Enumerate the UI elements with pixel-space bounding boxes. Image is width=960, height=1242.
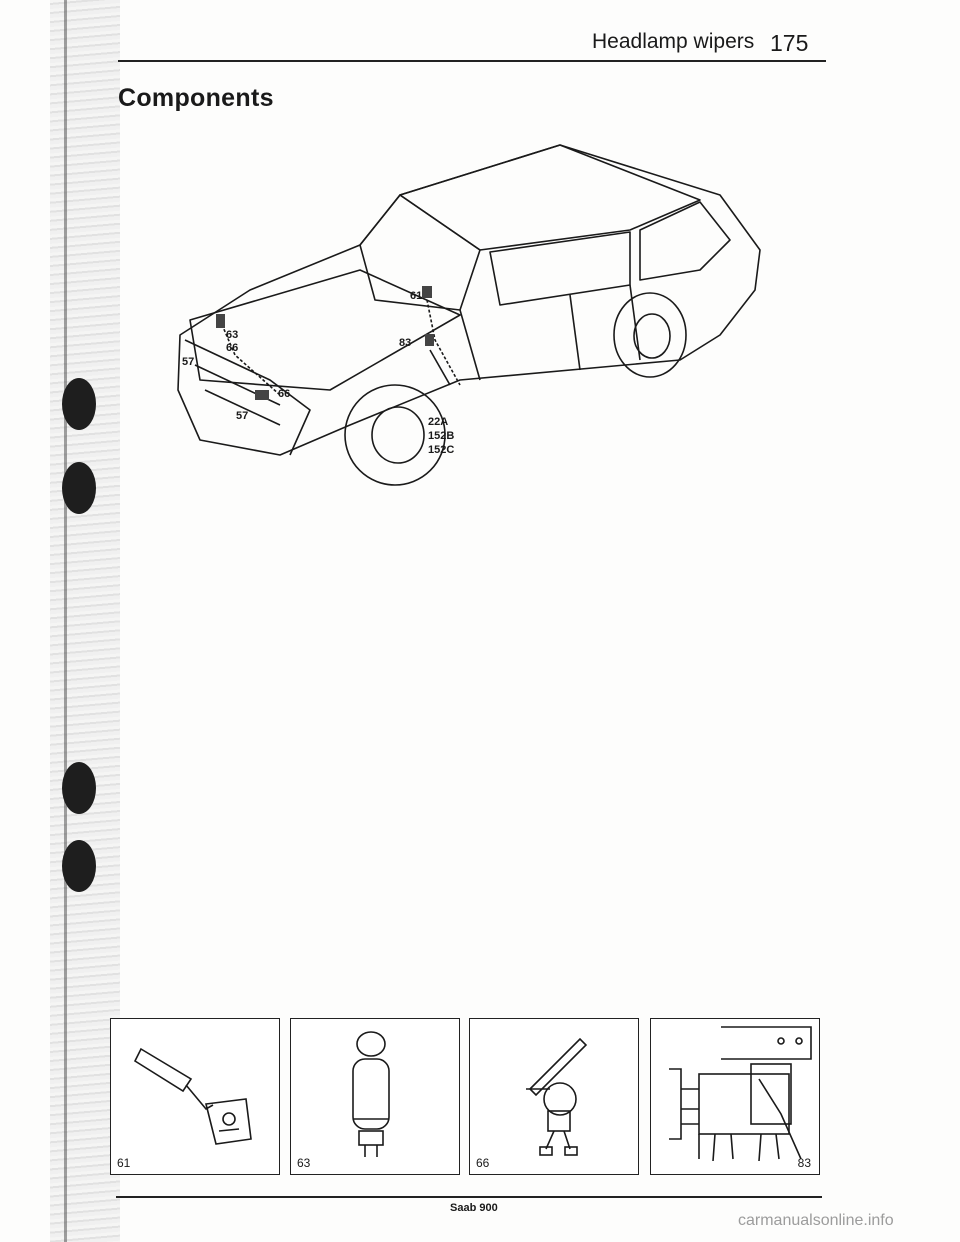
header-rule — [118, 60, 826, 62]
punch-hole — [62, 762, 96, 814]
relay-drawing — [291, 1019, 459, 1174]
watermark: carmanualsonline.info — [738, 1212, 894, 1229]
page-title: Headlamp wipers — [592, 30, 755, 53]
component-panel-switch — [110, 1018, 280, 1175]
callout-label: 66 — [226, 342, 239, 354]
car-illustration — [160, 140, 780, 500]
component-panel-relay — [290, 1018, 460, 1175]
relay-box-drawing — [651, 1019, 819, 1174]
section-heading: Components — [118, 84, 274, 112]
panel-label: 66 — [476, 1156, 490, 1170]
panel-label: 83 — [797, 1156, 811, 1170]
punch-hole — [62, 378, 96, 430]
component-panel-fusebox — [650, 1018, 820, 1175]
callout-label: 152C — [428, 444, 455, 456]
footer-rule — [116, 1196, 822, 1198]
stalk-switch-drawing — [111, 1019, 279, 1174]
callout-label: 83 — [399, 337, 412, 349]
callout-label: 57 — [182, 356, 195, 368]
wiper-motor-drawing — [470, 1019, 638, 1174]
binding-edge — [64, 0, 67, 1242]
component-panel-motor — [469, 1018, 639, 1175]
footer-text: Saab 900 — [450, 1202, 498, 1214]
page-number: 175 — [770, 30, 809, 56]
callout-label: 61 — [410, 290, 423, 302]
punch-hole — [62, 462, 96, 514]
panel-label: 61 — [117, 1156, 131, 1170]
callout-label: 22A — [428, 416, 449, 428]
callout-label: 63 — [226, 329, 239, 341]
punch-hole — [62, 840, 96, 892]
callout-label: 66 — [278, 388, 291, 400]
callout-label: 57 — [236, 410, 249, 422]
panel-label: 63 — [297, 1156, 311, 1170]
callout-label: 152B — [428, 430, 455, 442]
